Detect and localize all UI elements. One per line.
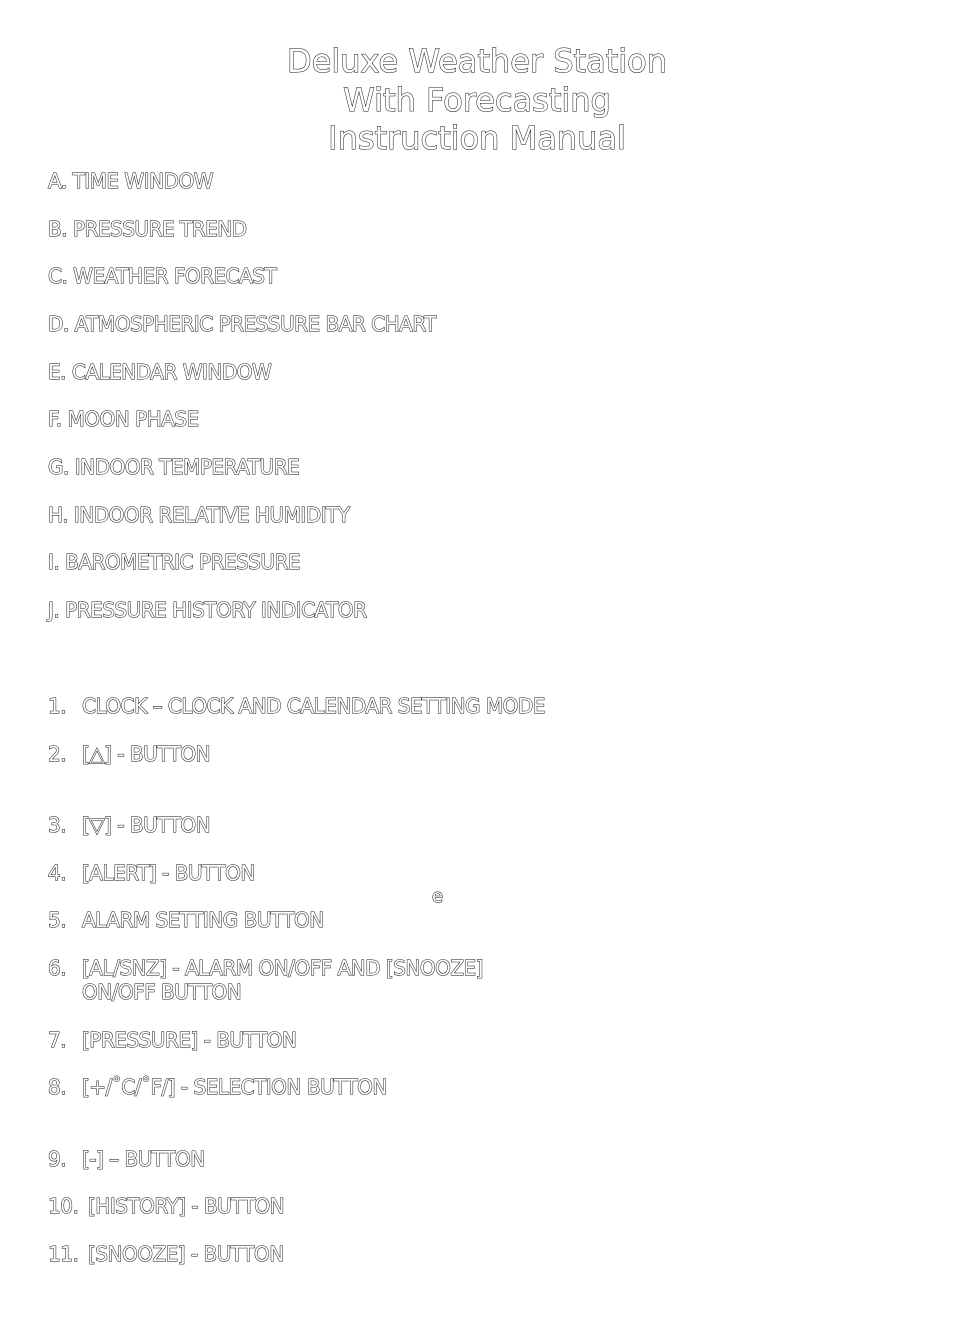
display-part-a: A. TIME WINDOW [48,169,213,193]
button-description: CLOCK – CLOCK AND CALENDAR SETTING MODE [82,694,545,718]
display-part-g: G. INDOOR TEMPERATURE [48,455,300,479]
button-number: 6. [48,956,67,980]
title-line-3: Instruction Manual [328,119,626,157]
button-item-1 [48,694,545,718]
button-number: 7. [48,1028,67,1052]
title-line-2: With Forecasting [343,81,611,119]
button-item-6-continuation: ON/OFF BUTTON [82,980,242,1004]
button-number: 4. [48,861,67,885]
button-item-2 [48,742,210,766]
display-part-h: H. INDOOR RELATIVE HUMIDITY [48,503,350,527]
button-description: [HISTORY] - BUTTON [88,1194,285,1218]
button-item-4 [48,861,255,885]
button-number: 3. [48,813,67,837]
display-part-c: C. WEATHER FORECAST [48,264,277,288]
button-number: 11. [48,1242,79,1266]
button-number: 2. [48,742,67,766]
button-description: [ALERT] - BUTTON [82,861,255,885]
button-description: [△] - BUTTON [82,742,211,766]
title-line-1: Deluxe Weather Station [287,42,667,80]
button-description: [-] – BUTTON [82,1147,205,1171]
button-number: 10. [48,1194,79,1218]
button-description: [SNOOZE] - BUTTON [88,1242,284,1266]
button-description: [AL/SNZ] - ALARM ON/OFF AND [SNOOZE] [82,956,483,980]
stray-letter: e [432,886,444,907]
display-part-i: I. BAROMETRIC PRESSURE [48,550,301,574]
button-description: [▽] - BUTTON [82,813,211,837]
button-item-5 [48,908,324,932]
button-item-9 [48,1147,205,1171]
display-part-e: E. CALENDAR WINDOW [48,360,272,384]
button-number: 9. [48,1147,67,1171]
display-part-j: J. PRESSURE HISTORY INDICATOR [48,598,367,622]
button-number: 1. [48,694,67,718]
button-item-10 [48,1194,284,1218]
button-description: [PRESSURE] - BUTTON [82,1028,297,1052]
button-item-11 [48,1242,284,1266]
button-item-3 [48,813,210,837]
button-description: ALARM SETTING BUTTON [82,908,324,932]
display-part-f: F. MOON PHASE [48,407,199,431]
button-number: 5. [48,908,67,932]
display-part-b: B. PRESSURE TREND [48,217,247,241]
button-description: [+/˚C/˚F/] - SELECTION BUTTON [82,1075,387,1099]
display-part-d: D. ATMOSPHERIC PRESSURE BAR CHART [48,312,437,336]
button-item-8 [48,1075,387,1099]
button-item-7 [48,1028,296,1052]
button-item-6 [48,956,483,980]
button-number: 8. [48,1075,67,1099]
